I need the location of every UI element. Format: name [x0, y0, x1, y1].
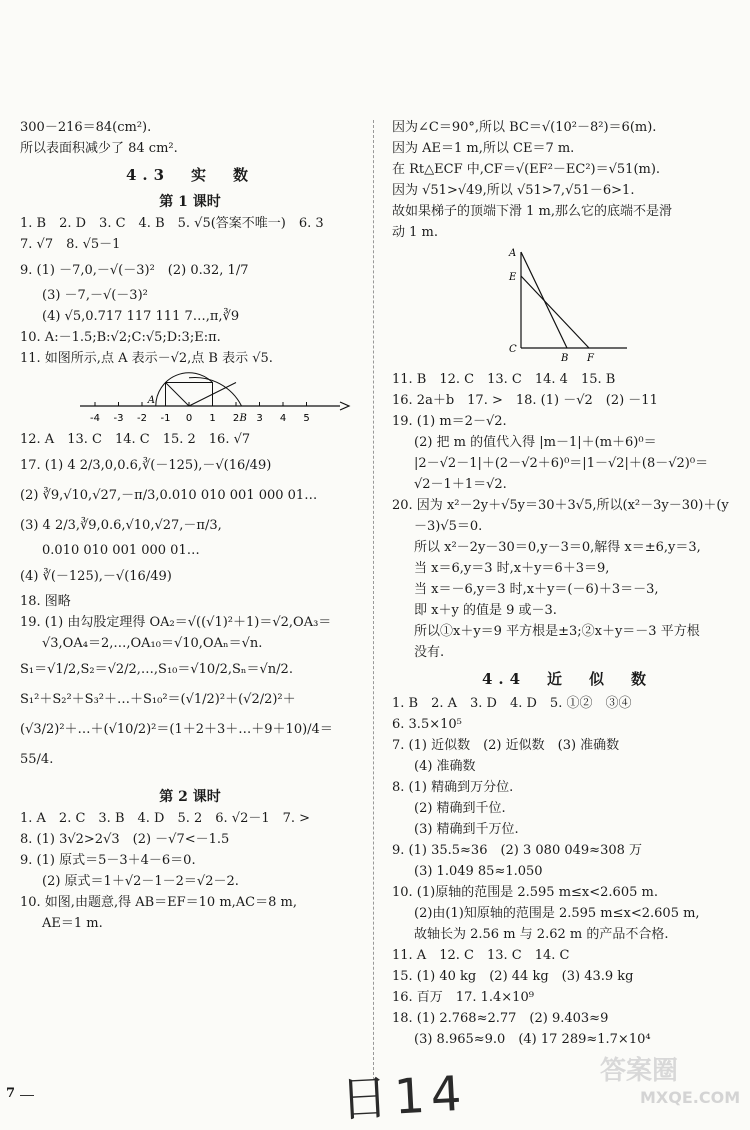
answer-line: √3,OA₄＝2,…,OA₁₀＝√10,OAₙ＝√n.	[42, 636, 263, 651]
answer-line: 9. (1) 原式＝5－3＋4－6＝0.	[20, 853, 196, 868]
answer-line: 所以表面积减少了 84 cm².	[20, 141, 178, 156]
number-line-tick-label: -2	[137, 413, 147, 424]
lesson-heading: 第 2 课时	[159, 789, 221, 805]
answer-line: 所以 x²－2y－30＝0,y－3＝0,解得 x＝±6,y＝3,	[414, 540, 701, 555]
page-number: 7	[6, 1086, 16, 1101]
left-column	[20, 118, 360, 935]
answer-line: 12. A 13. C 14. C 15. 2 16. √7	[20, 432, 251, 447]
number-line-tick-label: 1	[209, 413, 216, 424]
number-line-tick-label: 4	[279, 413, 287, 424]
answer-line: －3)√5＝0.	[414, 519, 483, 534]
answer-line: (2) 把 m 的值代入得 |m－1|＋(m＋6)⁰＝	[414, 435, 657, 450]
label-e: E	[509, 272, 517, 283]
answer-line: 因为 √51>√49,所以 √51>7,√51－6>1.	[392, 183, 635, 198]
answer-line: 1. A 2. C 3. B 4. D 5. 2 6. √2－1 7. >	[20, 811, 311, 826]
answer-line: AE＝1 m.	[42, 916, 103, 931]
answer-line: 10. A:－1.5;B:√2;C:√5;D:3;E:π.	[20, 330, 221, 345]
number-line-svg	[75, 370, 395, 428]
answer-line: 7. √7 8. √5－1	[20, 237, 121, 252]
answer-line: 1. B 2. A 3. D 4. D 5. ①② ③④	[392, 696, 632, 711]
answer-line: 55/4.	[20, 752, 54, 767]
right-column	[392, 118, 742, 1051]
answer-line: 8. (1) 精确到万分位.	[392, 780, 514, 795]
answer-line: 300－216＝84(cm²).	[20, 120, 152, 135]
answer-line: 当 x＝6,y＝3 时,x＋y＝6＋3＝9,	[414, 561, 610, 576]
point-b-label: B	[239, 413, 247, 424]
answer-line: 19. (1) 由勾股定理得 OA₂＝√((√1)²＋1)＝√2,OA₃＝	[20, 615, 332, 630]
label-b: B	[561, 353, 569, 364]
answer-line: |2－√2－1|＋(2－√2＋6)⁰＝|1－√2|＋(8－√2)⁰＝	[414, 456, 709, 471]
watermark-url: MXQE.COM	[640, 1088, 741, 1107]
answer-line: 因为∠C＝90°,所以 BC＝√(10²－8²)＝6(m).	[392, 120, 657, 135]
answer-line: 10. (1)原轴的范围是 2.595 m≤x<2.605 m.	[392, 885, 658, 900]
answer-line: 11. A 12. C 13. C 14. C	[392, 948, 570, 963]
number-line-tick-label: -3	[113, 413, 124, 424]
section-heading: 4.3 实 数	[125, 166, 255, 184]
answer-line: 所以①x＋y＝9 平方根是±3;②x＋y＝－3 平方根	[414, 624, 700, 639]
answer-line: (4) √5,0.717 117 111 7…,π,∛9	[42, 309, 240, 324]
answer-line: 7. (1) 近似数 (2) 近似数 (3) 准确数	[392, 738, 620, 753]
answer-line: 19. (1) m＝2－√2.	[392, 414, 507, 429]
spacer	[20, 775, 360, 785]
answer-line: 当 x＝－6,y＝3 时,x＋y＝(－6)＋3＝－3,	[414, 582, 659, 597]
answer-line: 16. 2a＋b 17. > 18. (1) －√2 (2) －11	[392, 393, 658, 408]
point-a-label: A	[147, 395, 156, 406]
answer-line: 1. B 2. D 3. C 4. B 5. √5(答案不唯一) 6. 3	[20, 216, 324, 231]
answer-line: 15. (1) 40 kg (2) 44 kg (3) 43.9 kg	[392, 969, 634, 984]
number-line-tick-label: 3	[256, 413, 263, 424]
answer-line: 16. 百万 17. 1.4×10⁹	[392, 990, 534, 1005]
section-heading: 4.4 近 似 数	[481, 670, 653, 688]
answer-line: 没有.	[414, 645, 445, 660]
label-a: A	[509, 248, 517, 259]
number-line-tick-label: -1	[160, 413, 171, 424]
answer-line: (3) 1.049 85≈1.050	[414, 864, 543, 879]
answer-line: 0.010 010 001 000 01…	[42, 543, 200, 558]
answer-line: (3) 8.965≈9.0 (4) 17 289≈1.7×10⁴	[414, 1032, 651, 1047]
number-line-tick-label: 2	[232, 413, 240, 424]
label-c: C	[509, 344, 517, 355]
answer-line: (2) ∛9,√10,√27,－π/3,0.010 010 001 000 01…	[20, 488, 318, 503]
answer-line: 9. (1) －7,0,－√(－3)² (2) 0.32, 1/7	[20, 263, 249, 278]
number-line-tick-label: -4	[90, 413, 100, 424]
page-number-rule	[20, 1095, 34, 1096]
answer-line: (3) 4 2/3,∛9,0.6,√10,√27,－π/3,	[20, 518, 222, 533]
ladder-figure	[392, 244, 742, 370]
answer-line: (2) 原式＝1＋√2－1－2＝√2－2.	[42, 874, 239, 889]
answer-line: 即 x＋y 的值是 9 或－3.	[414, 603, 557, 618]
lesson-heading: 第 1 课时	[159, 194, 221, 210]
answer-line: 故如果梯子的顶端下滑 1 m,那么它的底端不是滑	[392, 204, 672, 219]
ladder-svg	[507, 244, 647, 366]
handwritten-mark: 日14	[338, 1065, 469, 1129]
answer-line: 故轴长为 2.56 m 与 2.62 m 的产品不合格.	[414, 927, 669, 942]
answer-line: (2) 精确到千位.	[414, 801, 506, 816]
answer-line: (2)由(1)知原轴的范围是 2.595 m≤x<2.605 m,	[414, 906, 700, 921]
number-line-arrow	[340, 402, 349, 410]
answer-line: 9. (1) 35.5≈36 (2) 3 080 049≈308 万	[392, 843, 643, 858]
answer-line: (4) 准确数	[414, 759, 476, 774]
answer-line: S₁²＋S₂²＋S₃²＋…＋S₁₀²＝(√1/2)²＋(√2/2)²＋	[20, 692, 296, 707]
answer-line: 8. (1) 3√2>2√3 (2) －√7<－1.5	[20, 832, 230, 847]
answer-line: 17. (1) 4 2/3,0,0.6,∛(－125),－√(16/49)	[20, 458, 272, 473]
watermark-logo: 答案圈	[600, 1056, 679, 1086]
ladder-after-line	[521, 276, 589, 348]
answer-line: (√3/2)²＋…＋(√10/2)²＝(1＋2＋3＋…＋9＋10)/4＝	[20, 722, 333, 737]
answer-line: 18. (1) 2.768≈2.77 (2) 9.403≈9	[392, 1011, 609, 1026]
answer-line: 11. B 12. C 13. C 14. 4 15. B	[392, 372, 616, 387]
answer-line: 10. 如图,由题意,得 AB＝EF＝10 m,AC＝8 m,	[20, 895, 297, 910]
answer-line: S₁＝√1/2,S₂＝√2/2,…,S₁₀＝√10/2,Sₙ＝√n/2.	[20, 662, 293, 677]
diagonal-1	[166, 383, 190, 407]
answer-line: (4) ∛(－125),－√(16/49)	[20, 569, 172, 584]
answer-line: 20. 因为 x²－2y＋√5y＝30＋3√5,所以(x²－3y－30)＋(y	[392, 498, 729, 513]
number-line-tick-label: 0	[185, 413, 193, 424]
answer-line: 在 Rt△ECF 中,CF＝√(EF²－EC²)＝√51(m).	[392, 162, 661, 177]
answer-line: 6. 3.5×10⁵	[392, 717, 462, 732]
answer-line: 因为 AE＝1 m,所以 CE＝7 m.	[392, 141, 575, 156]
number-line-tick-label: 5	[303, 413, 310, 424]
label-f: F	[587, 353, 594, 364]
answer-line: √2－1＋1＝√2.	[414, 477, 507, 492]
number-line-figure	[20, 370, 360, 430]
answer-line: 动 1 m.	[392, 225, 438, 240]
answer-line: (3) 精确到千万位.	[414, 822, 519, 837]
column-divider	[373, 120, 374, 1080]
answer-line: 18. 图略	[20, 594, 71, 609]
answer-line: (3) －7,－√(－3)²	[42, 288, 148, 303]
answer-line: 11. 如图所示,点 A 表示－√2,点 B 表示 √5.	[20, 351, 273, 366]
